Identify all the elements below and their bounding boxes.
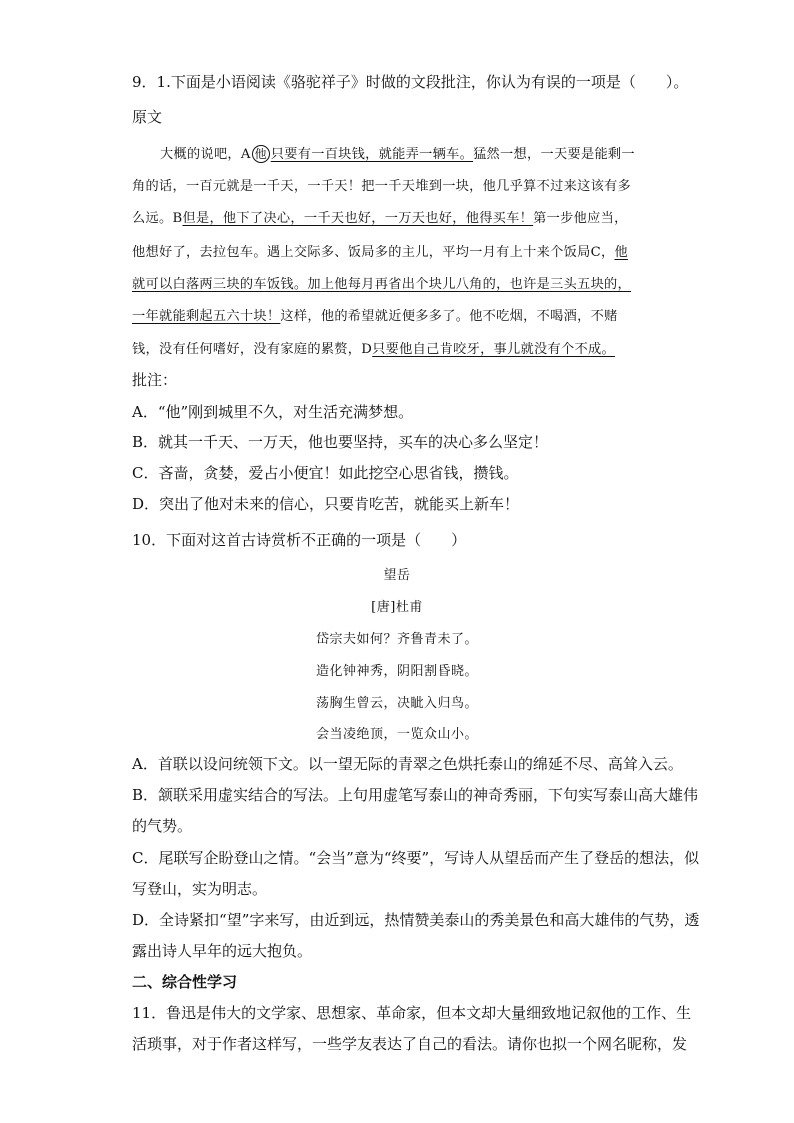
q11-line-2: 活琐事，对于作者这样写，一些学友表达了自己的看法。请你也拟一个网名昵称，发 xyxy=(132,1035,688,1053)
q10-option-d-line-1: D．全诗紧扣“望”字来写，由近到远，热情赞美泰山的秀美景色和高大雄伟的气势，透 xyxy=(132,911,700,929)
underlined-run-c: 一年就能剩起五六十块！ xyxy=(132,309,281,324)
q9-original-line-4 xyxy=(132,243,628,263)
q9-pizhu-label: 批注： xyxy=(132,371,178,389)
q10-option-c-line-2: 写登山，实为明志。 xyxy=(132,880,268,898)
q11-line-1: 11．鲁迅是伟大的文学家、思想家、革命家，但本文却大量细致地记叙他的工作、生 xyxy=(132,1004,692,1022)
circled-character: 他 xyxy=(252,145,270,163)
poem-title: 望岳 xyxy=(383,568,411,583)
underlined-run-b: 但是，他下了决心，一千天也好，一万天也好，他得买车！ xyxy=(182,211,534,226)
q9-original-line-6 xyxy=(132,307,618,327)
text-run: 猛然一想，一天要是能剩一 xyxy=(473,147,635,162)
q10-option-b-line-1: B．颔联采用虚实结合的写法。上句用虚笔写泰山的神奇秀丽，下句实写泰山高大雄伟 xyxy=(132,786,699,804)
text-run: 么远。B xyxy=(132,211,183,226)
text-run: 大概的说吧，A xyxy=(160,147,251,162)
q10-stem: 10．下面对这首古诗赏析不正确的一项是（ ） xyxy=(132,531,467,549)
poem-line-3: 荡胸生曾云，决眦入归鸟。 xyxy=(315,696,478,711)
text-run: 钱，没有任何嗜好，没有家庭的累赘，D xyxy=(132,342,373,357)
q9-option-d: D．突出了他对未来的信心，只要肯吃苦，就能买上新车！ xyxy=(132,495,520,513)
q10-option-c-line-1: C．尾联写企盼登山之情。“会当”意为“终要”，写诗人从望岳而产生了登岳的想法，似 xyxy=(132,849,700,867)
q9-option-c: C．吝啬，贪婪，爱占小便宜！如此挖空心思省钱，攒钱。 xyxy=(132,464,519,482)
q10-option-a: A．首联以设问统领下文。以一望无际的青翠之色烘托泰山的绵延不尽、高耸入云。 xyxy=(132,755,683,773)
underlined-run-d: 只要他自己肯咬牙，事儿就没有个不成。 xyxy=(372,342,615,357)
poem-line-4: 会当凌绝顶，一览众山小。 xyxy=(315,727,478,742)
poem-line-1: 岱宗夫如何？齐鲁青未了。 xyxy=(315,632,478,647)
q9-original-line-7 xyxy=(132,340,615,360)
q9-yuanwen-label: 原文 xyxy=(132,108,163,126)
q9-option-a: A．“他”刚到城里不久，对生活充满梦想。 xyxy=(132,403,414,421)
underlined-run-a: 只要有一百块钱，就能弄一辆车。 xyxy=(270,147,474,162)
q9-original-line-3 xyxy=(132,209,628,229)
text-run: 第一步他应当， xyxy=(533,211,628,226)
section-heading: 二、综合性学习 xyxy=(132,973,238,991)
q10-option-b-line-2: 的气势。 xyxy=(132,817,193,835)
q9-original-line-5 xyxy=(132,275,631,295)
q9-original-line-2: 角的话，一百元就是一千天，一千天！把一千天堆到一块，他几乎算不过来这该有多 xyxy=(132,179,632,194)
q9-original-line-1 xyxy=(160,145,635,165)
underlined-run-c: 他 xyxy=(614,245,628,260)
q9-option-b: B．就其一千天、一万天，他也要坚持，买车的决心多么坚定！ xyxy=(132,433,549,451)
q10-option-d-line-2: 露出诗人早年的远大抱负。 xyxy=(132,942,313,960)
poem-author: [唐]杜甫 xyxy=(371,600,423,615)
underlined-run-c: 就可以白落两三块的车饭钱。加上他每月再省出个块儿八角的，也许是三头五块的， xyxy=(132,277,632,292)
text-run: 他想好了，去拉包车。遇上交际多、饭局多的主儿，平均一月有上十来个饭局C， xyxy=(132,245,615,260)
text-run: 这样，他的希望就近便多多了。他不吃烟，不喝酒，不赌 xyxy=(280,309,618,324)
poem-line-2: 造化钟神秀，阴阳割昏晓。 xyxy=(315,664,478,679)
q9-stem: 9．1.下面是小语阅读《骆驼祥子》时做的文段批注，你认为有误的一项是（ ）。 xyxy=(132,73,689,91)
